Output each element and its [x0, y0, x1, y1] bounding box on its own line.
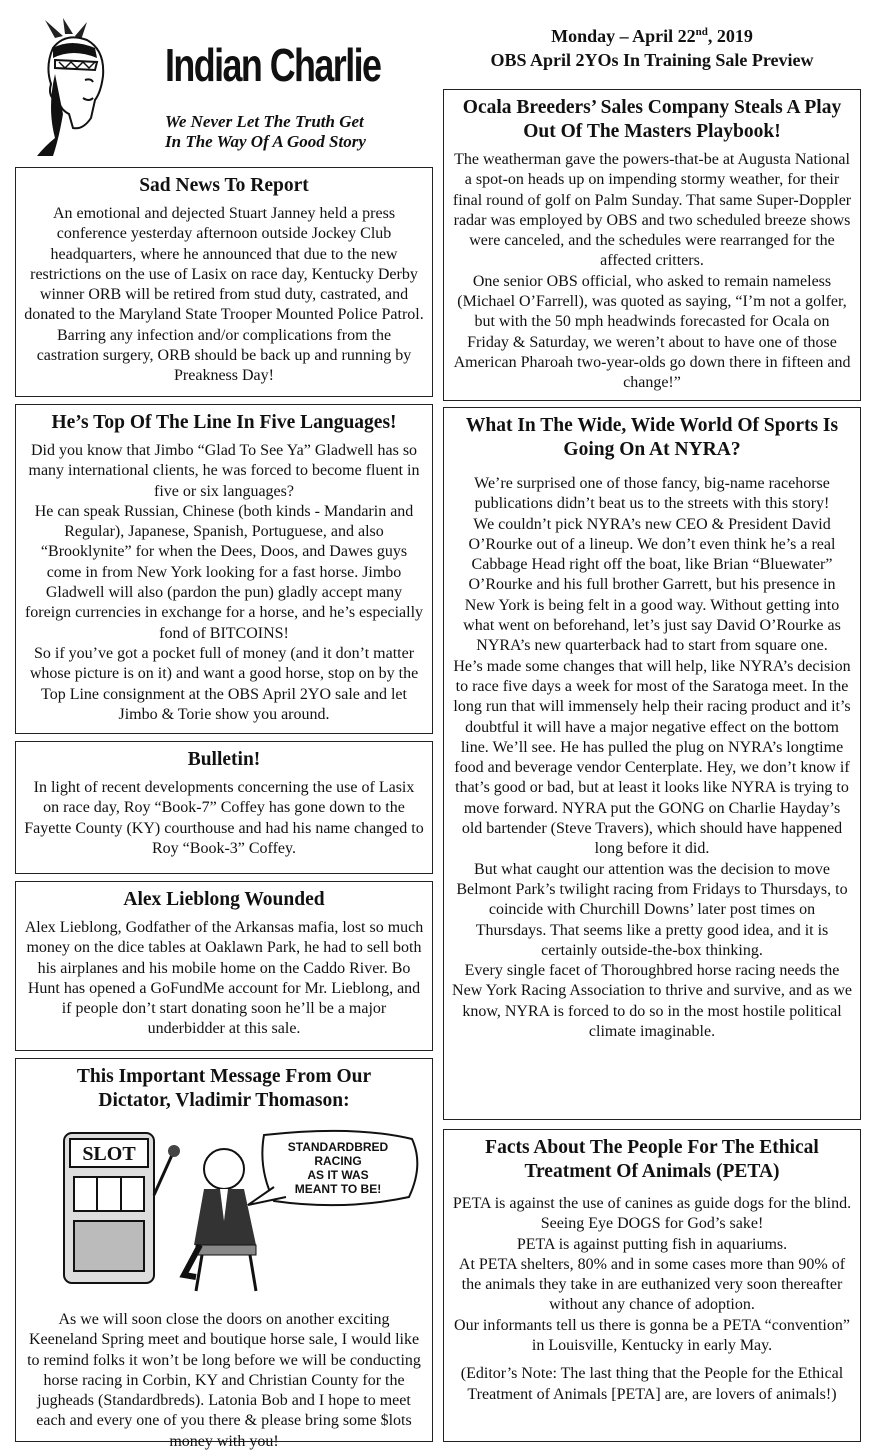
tagline-line-1: We Never Let The Truth Get — [165, 112, 364, 131]
article-paragraph: We’re surprised one of those fancy, big-name racehorse publications didn’t beat us to the streets with this story! — [474, 475, 830, 513]
masthead — [15, 10, 433, 160]
svg-text:STANDARDBRED: STANDARDBRED — [287, 1140, 389, 1154]
article-paragraph: But what caught our attention was the decision to move Belmont Park’s twilight racing from Fridays to Thursdays, to coincide with Churchill Downs’ later post times on Thursdays. That seems like a pretty good idea, and it is certainly outside-the-box thinking. — [456, 860, 848, 959]
slot-machine-icon — [64, 1133, 180, 1283]
svg-text:AS IT WAS: AS IT WAS — [307, 1168, 369, 1182]
article-paragraph: At PETA shelters, 80% and in some cases more than 90% of the animals they take in are euthanized very soon thereafter without any chance of adoption. — [458, 1255, 846, 1314]
article-title: He’s Top Of The Line In Five Languages! — [51, 412, 397, 433]
article-body: In light of recent developments concerning the use of Lasix on race day, Roy “Book-7” Coffey has gone down to the Fayette County (KY) courthouse and had his name changed to Roy “Book-3” Coffey. — [24, 779, 424, 857]
article-paragraph: Every single facet of Thoroughbred horse racing needs the New York Racing Association to thrive and survive, and as we know, NYRA is forced to do so in the most hostile political climate imaginable. — [452, 962, 852, 1041]
lieblong-article — [15, 881, 433, 1051]
article-paragraph: PETA is against the use of canines as guide dogs for the blind. Seeing Eye DOGS for God’s sake! — [452, 1195, 852, 1233]
man-on-stool-icon — [184, 1149, 256, 1291]
issue-date: Monday – April 22nd, 2019 — [551, 26, 753, 46]
indian-head-logo-icon — [25, 18, 125, 158]
masthead-title: Indian Charlie — [165, 39, 381, 91]
article-paragraph: We couldn’t pick NYRA’s new CEO & President David O’Rourke out of a lineup. We don’t even think he’s a real Cabbage Head right off the boat, like Brian “Bluewater” O’Rourke and his full brother Garrett, but his presence in New York is being felt in a good way. Without getting into what went on beforehand, let’s just say David O’Rourke as NYRA’s new quarterback had to start from square one. — [463, 515, 841, 655]
article-title: Facts About The People For The Ethical Treatment Of Animals (PETA) — [485, 1137, 819, 1182]
top-line-article — [15, 404, 433, 734]
article-title: Sad News To Report — [139, 175, 309, 196]
masthead-tagline — [165, 112, 366, 152]
article-paragraph: The weatherman gave the powers-that-be at Augusta National a spot-on heads up on impending stormy weather, for their final round of golf on Palm Sunday. That same Super-Doppler radar was employed by OBS and two scheduled breeze shows were canceled, and the schedules were rearranged for the affected critters. — [452, 151, 852, 270]
svg-text:MEANT TO BE!: MEANT TO BE! — [294, 1182, 382, 1196]
speech-bubble — [248, 1131, 417, 1205]
slot-machine-cartoon — [24, 1125, 424, 1295]
dictator-article — [15, 1058, 433, 1450]
dateline — [443, 20, 861, 72]
svg-text:RACING: RACING — [314, 1154, 362, 1168]
article-paragraph: He’s made some changes that will help, like NYRA’s decision to race five days a week for most of the Saratoga meet. In the long run that will immensely help their racing product and it’s doubtful it will have a major negative effect on the bottom line. We’ll see. He has pulled the plug on NYRA’s longtime food and beverage vendor Centerplate. Hey, we don’t know if that’s good or bad, but at least it looks like NYRA is trying to move forward. NYRA put the GONG on Charlie Hayday’s old bartender (Steve Travers), which should have happened long before it did. — [453, 657, 851, 858]
article-title: This Important Message From Our Dictator, Vladimir Thomason: — [76, 1066, 372, 1111]
article-paragraph: PETA is against putting fish in aquariums. — [516, 1235, 788, 1253]
article-title: Ocala Breeders’ Sales Company Steals A Play Out Of The Masters Playbook! — [462, 97, 842, 142]
article-title: Alex Lieblong Wounded — [123, 889, 325, 910]
sad-news-article — [15, 167, 433, 397]
peta-article — [443, 1129, 861, 1442]
article-paragraph: One senior OBS official, who asked to remain nameless (Michael O’Farrell), was quoted as saying, “I’m not a golfer, but with the 50 mph headwinds forecasted for Ocala on Friday & Saturday, we weren’t about to have one of those American Pharoah two-year-olds go down there in fifteen and change!” — [453, 272, 851, 392]
svg-text:SLOT: SLOT — [82, 1143, 136, 1165]
editors-note: (Editor’s Note: The last thing that the People for the Ethical Treatment of Animals [PETA] are, are lovers of animals!) — [460, 1365, 844, 1403]
article-paragraph: He can speak Russian, Chinese (both kinds - Mandarin and Regular), Japanese, Spanish, Portuguese, and also “Brooklynite” for when the Dees, Doos, and Dawes guys come in from New York looking for a fast horse. Jimbo Gladwell will also (pardon the pun) gladly accept many foreign currencies in exchange for a horse, and he’s especially fond of BITCOINS! — [24, 502, 424, 642]
issue-subtitle: OBS April 2YOs In Training Sale Preview — [490, 50, 814, 70]
ocala-article — [443, 89, 861, 401]
article-body: Alex Lieblong, Godfather of the Arkansas mafia, lost so much money on the dice tables at Oaklawn Park, he had to sell both his airplanes and his mobile home on the Caddo River. Bo Hunt has opened a GoFundMe account for Mr. Lieblong, and if people don’t start donating soon he’ll be a major underbidder at this sale. — [24, 919, 424, 1038]
article-title: What In The Wide, Wide World Of Sports Is Going On At NYRA? — [465, 415, 839, 460]
article-paragraph: So if you’ve got a pocket full of money (and it don’t matter whose picture is on it) and want a good horse, stop on by the Top Line consignment at the OBS April 2YO sale and let Jimbo & Torie show you around. — [29, 644, 419, 723]
article-title: Bulletin! — [187, 749, 261, 770]
nyra-article — [443, 407, 861, 1120]
article-body: An emotional and dejected Stuart Janney held a press conference yesterday afternoon outside Jockey Club headquarters, where he announced that due to the new restrictions on the use of Lasix on race day, Kentucky Derby winner ORB will be retired from stud duty, castrated, and donated to the Maryland State Trooper Mounted Police Patrol. Barring any infection and/or complications from the castration surgery, ORB should be back up and running by Preakness Day! — [24, 205, 424, 385]
article-paragraph: Did you know that Jimbo “Glad To See Ya” Gladwell has so many international clients, he was forced to become fluent in five or six languages? — [28, 442, 420, 500]
article-body: As we will soon close the doors on another exciting Keeneland Spring meet and boutique horse sale, I would like to remind folks it won’t be long before we will be conducting horse racing in Corbin, KY and Christian County for the jugheads (Standardbreds). Latonia Bob and I hope to meet each and every one of you there & please bring some $lots money with you! — [27, 1311, 421, 1450]
tagline-line-2: In The Way Of A Good Story — [165, 132, 366, 151]
bulletin-article — [15, 741, 433, 874]
article-paragraph: Our informants tell us there is gonna be a PETA “convention” in Louisville, Kentucky in early May. — [454, 1316, 850, 1355]
